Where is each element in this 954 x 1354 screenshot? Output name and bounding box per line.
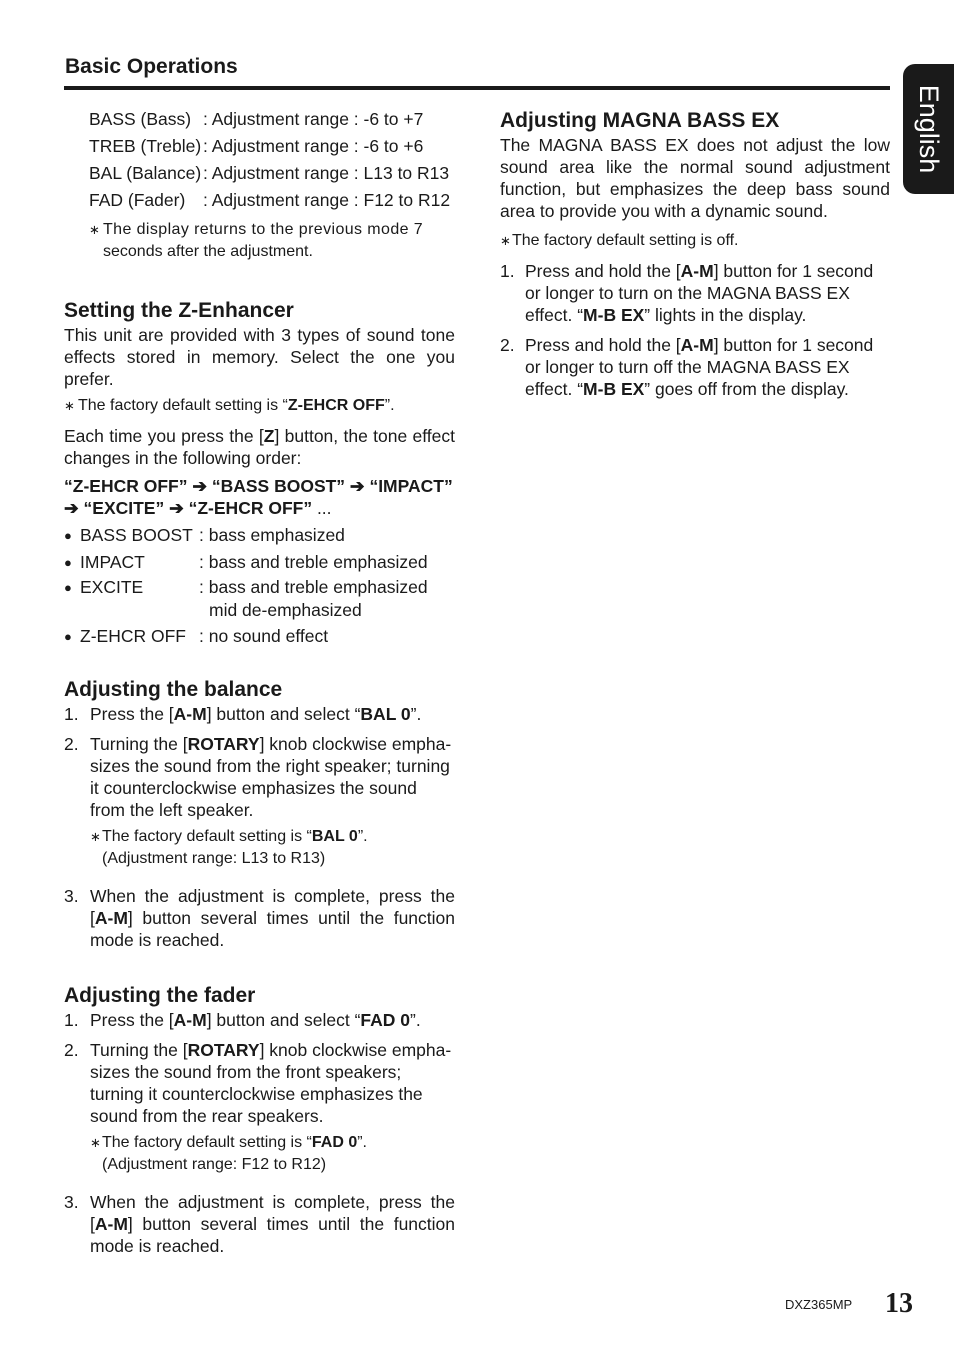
step-key: ROTARY [187,734,260,754]
step-text: ] button several times until the function mode is reached. [90,908,455,950]
list-item [64,523,455,548]
effect-desc: : bass and treble emphasized [199,577,428,597]
z-enhancer-note [64,395,455,417]
range-name: FAD (Fader) [89,190,186,210]
step-text: ”. [410,704,422,724]
step-text: Press the [ [90,704,174,724]
asterisk-icon: ∗ [90,1135,101,1150]
step-key: A-M [680,335,714,355]
effect-desc: : no sound effect [199,626,329,646]
magna-step-1 [500,260,890,326]
right-column [500,106,890,400]
press-text: ] button, the tone effect changes in the following order: [64,426,455,468]
step-key: BAL 0 [360,704,411,724]
bullet-icon: ● [64,580,72,595]
range-name: BAL (Balance) [89,163,202,183]
bullet-icon: ● [64,528,72,543]
z-enhancer-intro: This unit are provided with 3 types of sound tone effects stored in memory. Select the one you prefer. [64,325,455,389]
effect-order-line [64,497,455,519]
press-text: Each time you press the [ [64,426,264,446]
language-tab [903,64,954,194]
step-text: ] button for 1 second or longer to turn off the MAGNA BASS EX effect. “ [525,335,874,399]
note-text: ”. [384,397,395,414]
step-number: 1. [64,704,79,724]
asterisk-icon: ∗ [64,398,75,413]
effect-name: IMPACT [80,552,145,572]
step-text: When the adjustment is complete, press the [ [90,886,455,928]
step-number: 2. [64,1040,79,1060]
effect-name: BASS BOOST [80,525,193,545]
step-key: A-M [94,908,128,928]
note-bold: Z-EHCR OFF [287,397,385,414]
range-row [89,160,455,187]
magna-note [500,230,890,252]
step-text: ” goes off from the display. [644,379,849,399]
order-ellipsis: ... [312,498,332,518]
step-key: FAD 0 [360,1010,411,1030]
step-text: ] button several times until the function mode is reached. [90,1214,455,1256]
page-number: 13 [885,1288,913,1319]
note-range: (Adjustment range: F12 to R12) [102,1156,327,1173]
balance-note [90,826,455,870]
step-text: ] button and select “ [206,1010,361,1030]
effect-desc: : bass and treble emphasized [199,552,428,572]
magna-heading: Adjusting MAGNA BASS EX [500,109,780,132]
fader-step-1 [64,1009,455,1031]
magna-intro: The MAGNA BASS EX does not adjust the low sound area like the normal sound adjustment function, but emphasizes the deep bass sound area to provide you with a dynamic sound. [500,135,890,221]
note-text: The factory default setting is “ [102,828,312,845]
step-key: A-M [173,1010,207,1030]
footer-model: DXZ365MP [785,1297,853,1312]
step-text: ] knob clockwise empha-sizes the sound from the front speakers; turning it counterclockwise emphasizes the sound from the rear speakers. [90,1040,452,1126]
step-key: A-M [94,1214,128,1234]
left-column [64,106,455,1257]
range-value: : Adjustment range : -6 to +6 [203,136,424,156]
ranges-note-line: The display returns to the previous mode 7 [103,221,424,238]
language-tab-label: English [913,84,944,174]
effect-desc: : bass emphasized [199,525,345,545]
asterisk-icon: ∗ [89,222,100,237]
ranges-note-line: seconds after the adjustment. [103,243,313,260]
step-number: 1. [64,1010,79,1030]
header-rule [64,86,890,90]
range-value: : Adjustment range : F12 to R12 [203,190,451,210]
step-text: ”. [410,1010,421,1030]
range-table [89,106,455,263]
balance-step-2 [64,733,455,821]
asterisk-icon: ∗ [90,829,101,844]
step-text: ] button for 1 second or longer to turn on the MAGNA BASS EX effect. “ [525,261,874,325]
step-number: 3. [64,886,79,906]
effect-order [64,475,455,519]
page-header-title: Basic Operations [65,55,238,78]
list-item [64,599,455,622]
step-text: Turning the [ [90,1040,188,1060]
range-name: BASS (Bass) [89,109,192,129]
step-text: ] button and select “ [206,704,361,724]
balance-step-1 [64,703,455,725]
note-text: ”. [357,1134,367,1151]
step-text: Press and hold the [ [525,335,681,355]
step-text: Press the [ [90,1010,174,1030]
effect-desc: mid de-emphasized [209,600,362,620]
step-number: 2. [500,335,515,355]
fader-step-2 [64,1039,455,1127]
list-item [64,550,455,575]
range-row [89,133,455,160]
step-text: When the adjustment is complete, press the [ [90,1192,455,1234]
z-enhancer-heading: Setting the Z-Enhancer [64,299,294,322]
effect-name: EXCITE [80,577,144,597]
note-text: The factory default setting is off. [512,232,739,249]
step-number: 1. [500,261,515,281]
asterisk-icon: ∗ [500,233,511,248]
range-name: TREB (Treble) [89,136,202,156]
step-text: ] knob clockwise empha-sizes the sound from the right speaker; turning it counterclockwise emphasizes the sound from the left speaker. [90,734,452,820]
balance-heading: Adjusting the balance [64,678,283,701]
range-value: : Adjustment range : L13 to R13 [203,163,450,183]
step-number: 3. [64,1192,79,1212]
step-text: Press and hold the [ [525,261,681,281]
fader-heading: Adjusting the fader [64,984,256,1007]
effect-name [80,599,199,622]
effect-name: Z-EHCR OFF [80,626,186,646]
range-value: : Adjustment range : -6 to +7 [203,109,424,129]
step-key: ROTARY [187,1040,260,1060]
note-text: ”. [357,828,368,845]
note-range: (Adjustment range: L13 to R13) [102,850,326,867]
step-key: M-B EX [583,305,645,325]
effect-order-line: “Z-EHCR OFF” ➔ “BASS BOOST” ➔ “IMPACT” [64,476,453,496]
step-key: A-M [173,704,207,724]
note-bold: BAL 0 [311,828,358,845]
note-text: The factory default setting is “ [78,397,288,414]
note-text: The factory default setting is “ [102,1134,312,1151]
range-row [89,106,455,133]
note-bold: FAD 0 [311,1134,358,1151]
magna-step-2 [500,334,890,400]
ranges-note [89,219,455,263]
z-enhancer-press-text [64,425,455,469]
list-item [64,624,455,649]
list-item [64,576,455,599]
step-text: Turning the [ [90,734,188,754]
fader-note [90,1132,455,1176]
bullet-icon: ● [64,629,72,644]
step-key: A-M [680,261,714,281]
order-text: ➔ “EXCITE” ➔ “Z-EHCR OFF” [64,498,313,518]
step-text: ” lights in the display. [644,305,807,325]
balance-step-3 [64,885,455,951]
press-key: Z [263,426,275,446]
range-row [89,187,455,214]
effect-list [64,523,455,649]
step-number: 2. [64,734,79,754]
step-key: M-B EX [583,379,645,399]
fader-step-3 [64,1191,455,1257]
bullet-icon: ● [64,555,72,570]
